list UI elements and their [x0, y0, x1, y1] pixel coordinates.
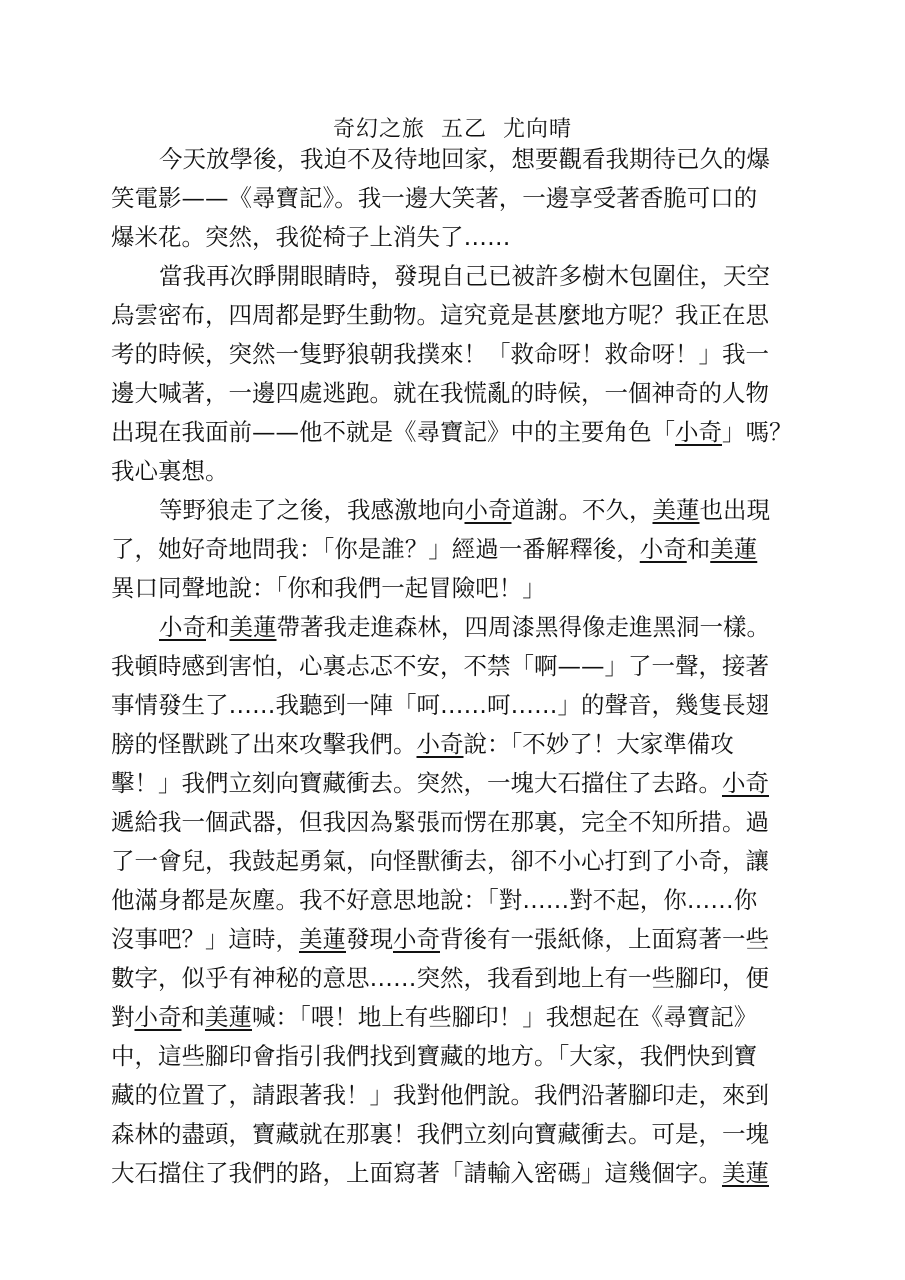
text-segment: 大石擋住了我們的路，上面寫著「請輸入密碼」這幾個字。: [111, 1159, 722, 1187]
text-segment: 發現: [346, 925, 393, 953]
text-segment: 喊：「喂！地上有些腳印！」我想起在《尋寶記》: [252, 1003, 758, 1031]
text-segment: 了，她好奇地問我：「你是誰？」經過一番解釋後，: [111, 535, 640, 563]
text-line: [111, 339, 801, 369]
text-segment: 出現在我面前——他不就是《尋寶記》中的主要角色「: [111, 418, 675, 446]
proper-name: 小奇: [134, 1003, 182, 1031]
text-segment: 等野狼走了之後，我感激地向: [159, 496, 465, 524]
text-segment: 中，這些腳印會指引我們找到寶藏的地方。「大家，我們快到寶: [111, 1042, 758, 1070]
text-segment: 和: [181, 1003, 205, 1031]
proper-name: 小奇: [416, 730, 464, 758]
text-segment: 考的時候，突然一隻野狼朝我撲來！「救命呀！救命呀！」我一: [111, 340, 769, 368]
text-segment: 背後有一張紙條，上面寫著一些: [440, 925, 769, 953]
text-segment: 今天放學後，我迫不及待地回家，想要觀看我期待已久的爆: [159, 145, 770, 173]
text-segment: 我心裏想。: [111, 457, 229, 485]
text-line: [111, 573, 801, 603]
text-line: [111, 1041, 801, 1071]
text-segment: 和: [206, 613, 230, 641]
text-segment: 」嗎？: [722, 418, 793, 446]
proper-name: 美蓮: [722, 1159, 769, 1187]
text-segment: 森林的盡頭，寶藏就在那裏！我們立刻向寶藏衝去。可是，一塊: [111, 1120, 769, 1148]
text-segment: 也出現: [699, 496, 770, 524]
text-segment: 數字，似乎有神秘的意思……突然，我看到地上有一些腳印，便: [111, 964, 769, 992]
text-line: [111, 729, 801, 759]
text-line: [111, 846, 801, 876]
proper-name: 小奇: [393, 925, 440, 953]
text-line: [111, 183, 801, 213]
text-segment: 膀的怪獸跳了出來攻擊我們。: [111, 730, 417, 758]
text-segment: 爆米花。突然，我從椅子上消失了……: [111, 223, 511, 251]
text-segment: 說：「不妙了！大家準備攻: [463, 730, 734, 758]
proper-name: 小奇: [639, 535, 687, 563]
text-line: [111, 300, 801, 330]
text-segment: 對: [111, 1003, 135, 1031]
text-segment: 事情發生了……我聽到一陣「呵……呵……」的聲音，幾隻長翅: [111, 691, 769, 719]
text-segment: 藏的位置了，請跟著我！」我對他們說。我們沿著腳印走，來到: [111, 1081, 769, 1109]
proper-name: 美蓮: [205, 1003, 252, 1031]
proper-name: 美蓮: [652, 496, 700, 524]
text-segment: 了一會兒，我鼓起勇氣，向怪獸衝去，卻不小心打到了小奇，讓: [111, 847, 769, 875]
text-segment: 帶著我走進森林，四周漆黑得像走進黑洞一樣。: [276, 613, 770, 641]
text-line: [159, 495, 801, 525]
text-segment: 異口同聲地說：「你和我們一起冒險吧！」: [111, 574, 546, 602]
text-segment: 當我再次睜開眼睛時，發現自己已被許多樹木包圍住，天空: [159, 262, 770, 290]
text-line: [111, 924, 801, 954]
text-line: [159, 144, 801, 174]
text-line: [111, 378, 801, 408]
text-segment: 和: [686, 535, 711, 563]
text-segment: 道謝。不久，: [511, 496, 653, 524]
text-line: [111, 1080, 801, 1110]
text-line: [111, 690, 801, 720]
text-line: [111, 1158, 801, 1188]
text-line: [111, 456, 801, 486]
text-segment: 邊大喊著，一邊四處逃跑。就在我慌亂的時候，一個神奇的人物: [111, 379, 769, 407]
proper-name: 美蓮: [299, 925, 346, 953]
essay-title: 奇幻之旅 五乙 尤向晴: [333, 117, 572, 142]
text-segment: 遞給我一個武器，但我因為緊張而愣在那裏，完全不知所措。過: [111, 808, 769, 836]
text-segment: 沒事吧？」這時，: [111, 925, 299, 953]
text-line: [159, 261, 801, 291]
text-segment: 擊！」我們立刻向寶藏衝去。突然，一塊大石擋住了去路。: [111, 769, 722, 797]
text-segment: 他滿身都是灰塵。我不好意思地說：「對……對不起，你……你: [111, 886, 758, 914]
text-line: [159, 612, 801, 642]
text-line: [111, 963, 801, 993]
text-line: [111, 1119, 801, 1149]
text-line: [111, 807, 801, 837]
text-line: [111, 651, 801, 681]
text-line: [111, 885, 801, 915]
text-line: [111, 768, 801, 798]
proper-name: 小奇: [722, 769, 769, 797]
text-line: [111, 1002, 801, 1032]
text-line: [111, 222, 801, 252]
proper-name: 美蓮: [229, 613, 277, 641]
text-line: [111, 534, 801, 564]
text-segment: 我頓時感到害怕，心裏忐忑不安，不禁「啊——」了一聲，接著: [111, 652, 769, 680]
proper-name: 美蓮: [710, 535, 758, 563]
proper-name: 小奇: [159, 613, 206, 641]
proper-name: 小奇: [675, 418, 722, 446]
text-line: [111, 417, 801, 447]
proper-name: 小奇: [464, 496, 512, 524]
text-segment: 笑電影——《尋寶記》。我一邊大笑著，一邊享受著香脆可口的: [111, 184, 758, 212]
text-segment: 烏雲密布，四周都是野生動物。這究竟是甚麼地方呢？我正在思: [111, 301, 769, 329]
